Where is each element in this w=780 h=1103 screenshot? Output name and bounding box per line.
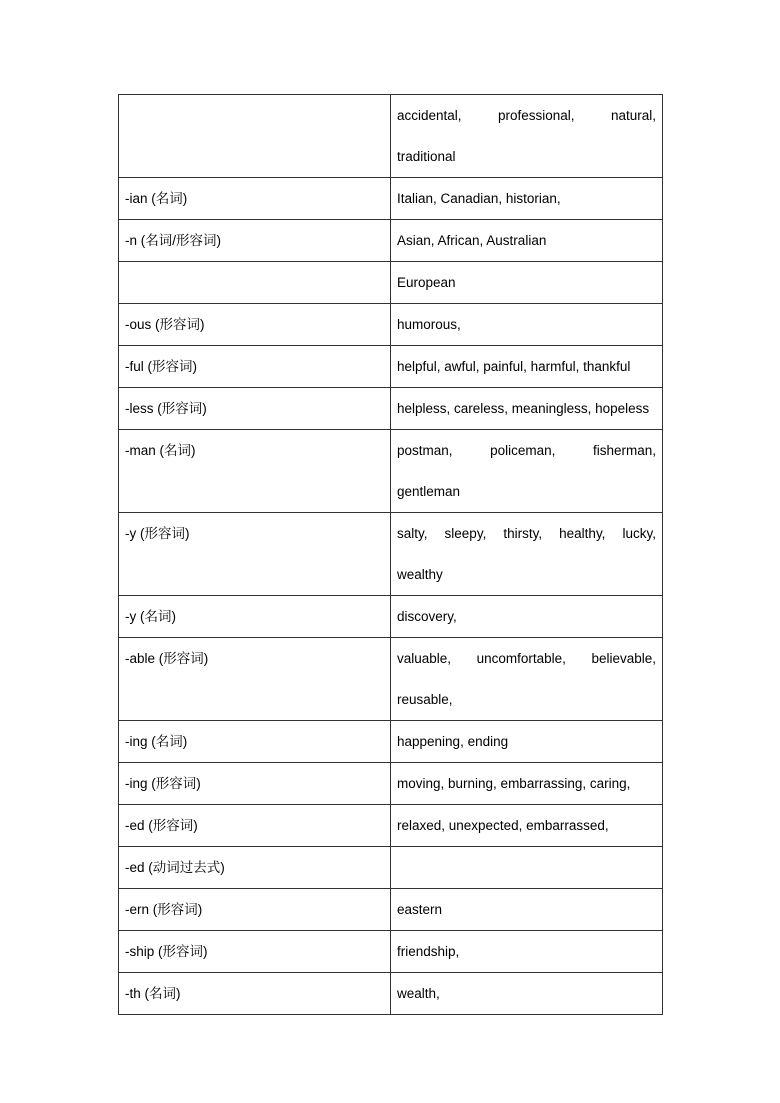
examples-line: traditional	[397, 149, 456, 164]
examples-line: valuable, uncomfortable, believable,	[397, 651, 656, 666]
examples-cell: helpless, careless, meaningless, hopeless	[391, 388, 663, 430]
examples-line: gentleman	[397, 484, 461, 499]
examples-cell: eastern	[391, 889, 663, 931]
examples-cell: discovery,	[391, 596, 663, 638]
table-row	[119, 763, 663, 805]
suffix-cell: -ed (动词过去式)	[119, 847, 391, 889]
suffix-cell: -ing (名词)	[119, 721, 391, 763]
suffix-table	[118, 94, 663, 1015]
examples-line: accidental, professional, natural,	[397, 108, 656, 123]
suffix-cell: -ed (形容词)	[119, 805, 391, 847]
table-row	[119, 430, 663, 513]
table-row	[119, 721, 663, 763]
table-row	[119, 178, 663, 220]
examples-cell: helpful, awful, painful, harmful, thankful	[391, 346, 663, 388]
suffix-cell: -man (名词)	[119, 430, 391, 513]
suffix-cell: -y (名词)	[119, 596, 391, 638]
suffix-cell: -ern (形容词)	[119, 889, 391, 931]
examples-cell: European	[391, 262, 663, 304]
examples-cell: humorous,	[391, 304, 663, 346]
examples-cell: moving, burning, embarrassing, caring,	[391, 763, 663, 805]
table-row	[119, 388, 663, 430]
examples-cell	[391, 430, 663, 513]
table-row	[119, 638, 663, 721]
suffix-cell: -ing (形容词)	[119, 763, 391, 805]
examples-line: salty, sleepy, thirsty, healthy, lucky,	[397, 526, 656, 541]
table-row	[119, 805, 663, 847]
suffix-cell: -ful (形容词)	[119, 346, 391, 388]
examples-cell	[391, 513, 663, 596]
examples-cell	[391, 847, 663, 889]
examples-cell: relaxed, unexpected, embarrassed,	[391, 805, 663, 847]
examples-cell: Asian, African, Australian	[391, 220, 663, 262]
table-row	[119, 973, 663, 1015]
table-row	[119, 596, 663, 638]
suffix-cell: -th (名词)	[119, 973, 391, 1015]
examples-cell	[391, 638, 663, 721]
table-row	[119, 513, 663, 596]
examples-line: reusable,	[397, 692, 453, 707]
suffix-cell: -n (名词/形容词)	[119, 220, 391, 262]
suffix-cell: -ship (形容词)	[119, 931, 391, 973]
examples-line: postman, policeman, fisherman,	[397, 443, 656, 458]
table-row	[119, 95, 663, 178]
table-row	[119, 346, 663, 388]
suffix-cell	[119, 262, 391, 304]
examples-cell	[391, 95, 663, 178]
table-row	[119, 304, 663, 346]
examples-cell: Italian, Canadian, historian,	[391, 178, 663, 220]
table-row	[119, 220, 663, 262]
suffix-cell: -ian (名词)	[119, 178, 391, 220]
suffix-cell: -y (形容词)	[119, 513, 391, 596]
table-row	[119, 262, 663, 304]
suffix-cell	[119, 95, 391, 178]
suffix-cell: -ous (形容词)	[119, 304, 391, 346]
table-row	[119, 847, 663, 889]
examples-cell: happening, ending	[391, 721, 663, 763]
examples-line: wealthy	[397, 567, 443, 582]
examples-cell: wealth,	[391, 973, 663, 1015]
suffix-cell: -able (形容词)	[119, 638, 391, 721]
table-row	[119, 931, 663, 973]
table-row	[119, 889, 663, 931]
suffix-cell: -less (形容词)	[119, 388, 391, 430]
examples-cell: friendship,	[391, 931, 663, 973]
